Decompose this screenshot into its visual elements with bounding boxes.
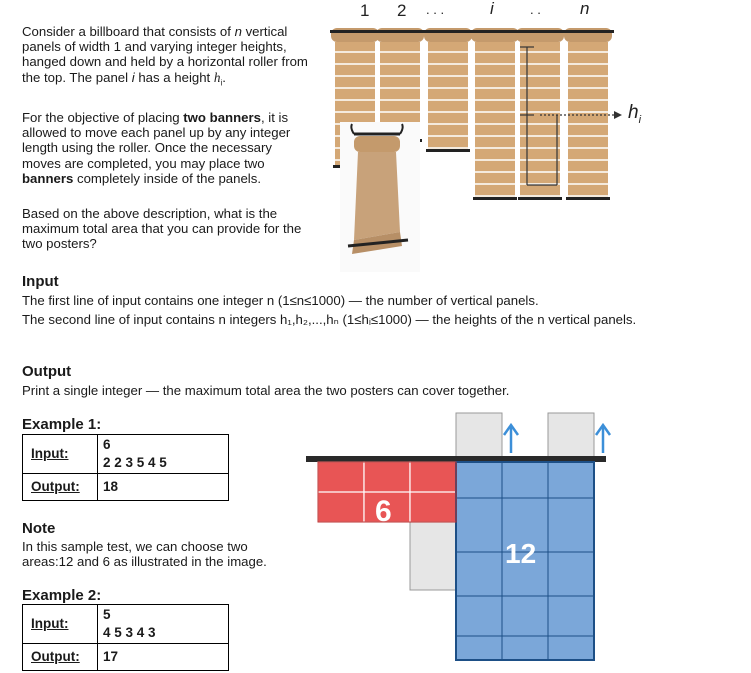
index-label-n: n xyxy=(580,0,590,18)
red-area-label: 6 xyxy=(375,495,392,528)
example-2-output-value: 17 xyxy=(103,649,119,664)
blue-area-label: 12 xyxy=(505,538,537,569)
sample-diagram xyxy=(300,405,630,673)
example-1-input-label: Input: xyxy=(31,446,69,461)
panel-bottom-bar xyxy=(473,197,517,200)
gray-top-panel-1 xyxy=(456,413,502,459)
index-label-dots-2: . . xyxy=(530,2,541,17)
example-1-table xyxy=(22,434,229,501)
panel-roller-rod xyxy=(562,30,614,33)
gray-panel-bottom xyxy=(410,522,456,590)
example-1-input-line-2: 2 2 3 5 4 5 xyxy=(103,455,167,470)
height-label: $h_i$ xyxy=(628,102,642,126)
panel-roller-rod xyxy=(469,30,521,33)
panel-bottom-bar xyxy=(566,197,610,200)
billboard-panel xyxy=(475,42,515,200)
intro-paragraph-1: Consider a billboard that consists of n vertical panels of width 1 and varying integer heights, hanged down and held by a horizontal roller from the top. The panel i has a height $h_i$. xyxy=(22,24,308,88)
example-2-input-label: Input: xyxy=(31,616,69,631)
panel-roller-rod xyxy=(330,30,381,33)
example-2-title: Example 2: xyxy=(22,587,102,604)
billboard-panel xyxy=(520,42,560,200)
example-2-output-label: Output: xyxy=(31,649,80,664)
example-1-output-row xyxy=(23,474,228,500)
intro-paragraph-2: For the objective of placing two banners, it is allowed to move each panel up by any integer length using the roller. Once the necessary moves are completed, you may place two banners completely inside of the panels. xyxy=(22,110,291,186)
panel-bottom-bar xyxy=(518,197,562,200)
note-heading: Note xyxy=(22,520,56,537)
panel-bottom-bar xyxy=(426,149,470,152)
up-arrow-icon xyxy=(504,425,518,453)
gray-top-panel-2 xyxy=(548,413,594,459)
intro-question: Based on the above description, what is the maximum total area that you can provide for the two posters? xyxy=(22,206,302,252)
index-label-dots: . . . xyxy=(426,2,445,17)
example-1-title: Example 1: xyxy=(22,416,102,433)
example-1-output-value: 18 xyxy=(103,479,119,494)
index-label-1: 1 xyxy=(360,1,370,20)
example-1-output-label: Output: xyxy=(31,479,80,494)
example-2-input-line-1: 5 xyxy=(103,607,111,622)
index-label-i: i xyxy=(490,0,494,18)
input-heading: Input xyxy=(22,273,59,290)
output-heading: Output xyxy=(22,363,72,380)
input-line-1: The first line of input contains one integer n (1≤n≤1000) — the number of vertical panels. xyxy=(22,293,539,308)
paper-roll-photo xyxy=(340,122,420,272)
example-1-input-row xyxy=(23,435,228,474)
up-arrow-icon xyxy=(596,425,610,453)
output-line-1: Print a single integer — the maximum total area the two posters can cover together. xyxy=(22,383,510,398)
panel-roller-rod xyxy=(514,30,566,33)
panel-roller-rod xyxy=(374,30,426,33)
example-2-output-row xyxy=(23,644,228,670)
example-2-input-line-2: 4 5 3 4 3 xyxy=(103,625,156,640)
example-2-table xyxy=(22,604,229,671)
example-1-input-line-1: 6 xyxy=(103,437,111,452)
height-arrow-head xyxy=(614,111,622,119)
note-text: In this sample test, we can choose two areas:12 and 6 as illustrated in the image. xyxy=(22,539,267,570)
panel-roller-rod xyxy=(422,30,474,33)
input-line-2: The second line of input contains n integers h₁,h₂,...,hₙ (1≤hᵢ≤1000) — the heights of the n vertical panels. xyxy=(22,312,637,327)
billboard-panel xyxy=(568,42,608,200)
index-label-2: 2 xyxy=(397,1,407,20)
example-2-input-row xyxy=(23,605,228,644)
